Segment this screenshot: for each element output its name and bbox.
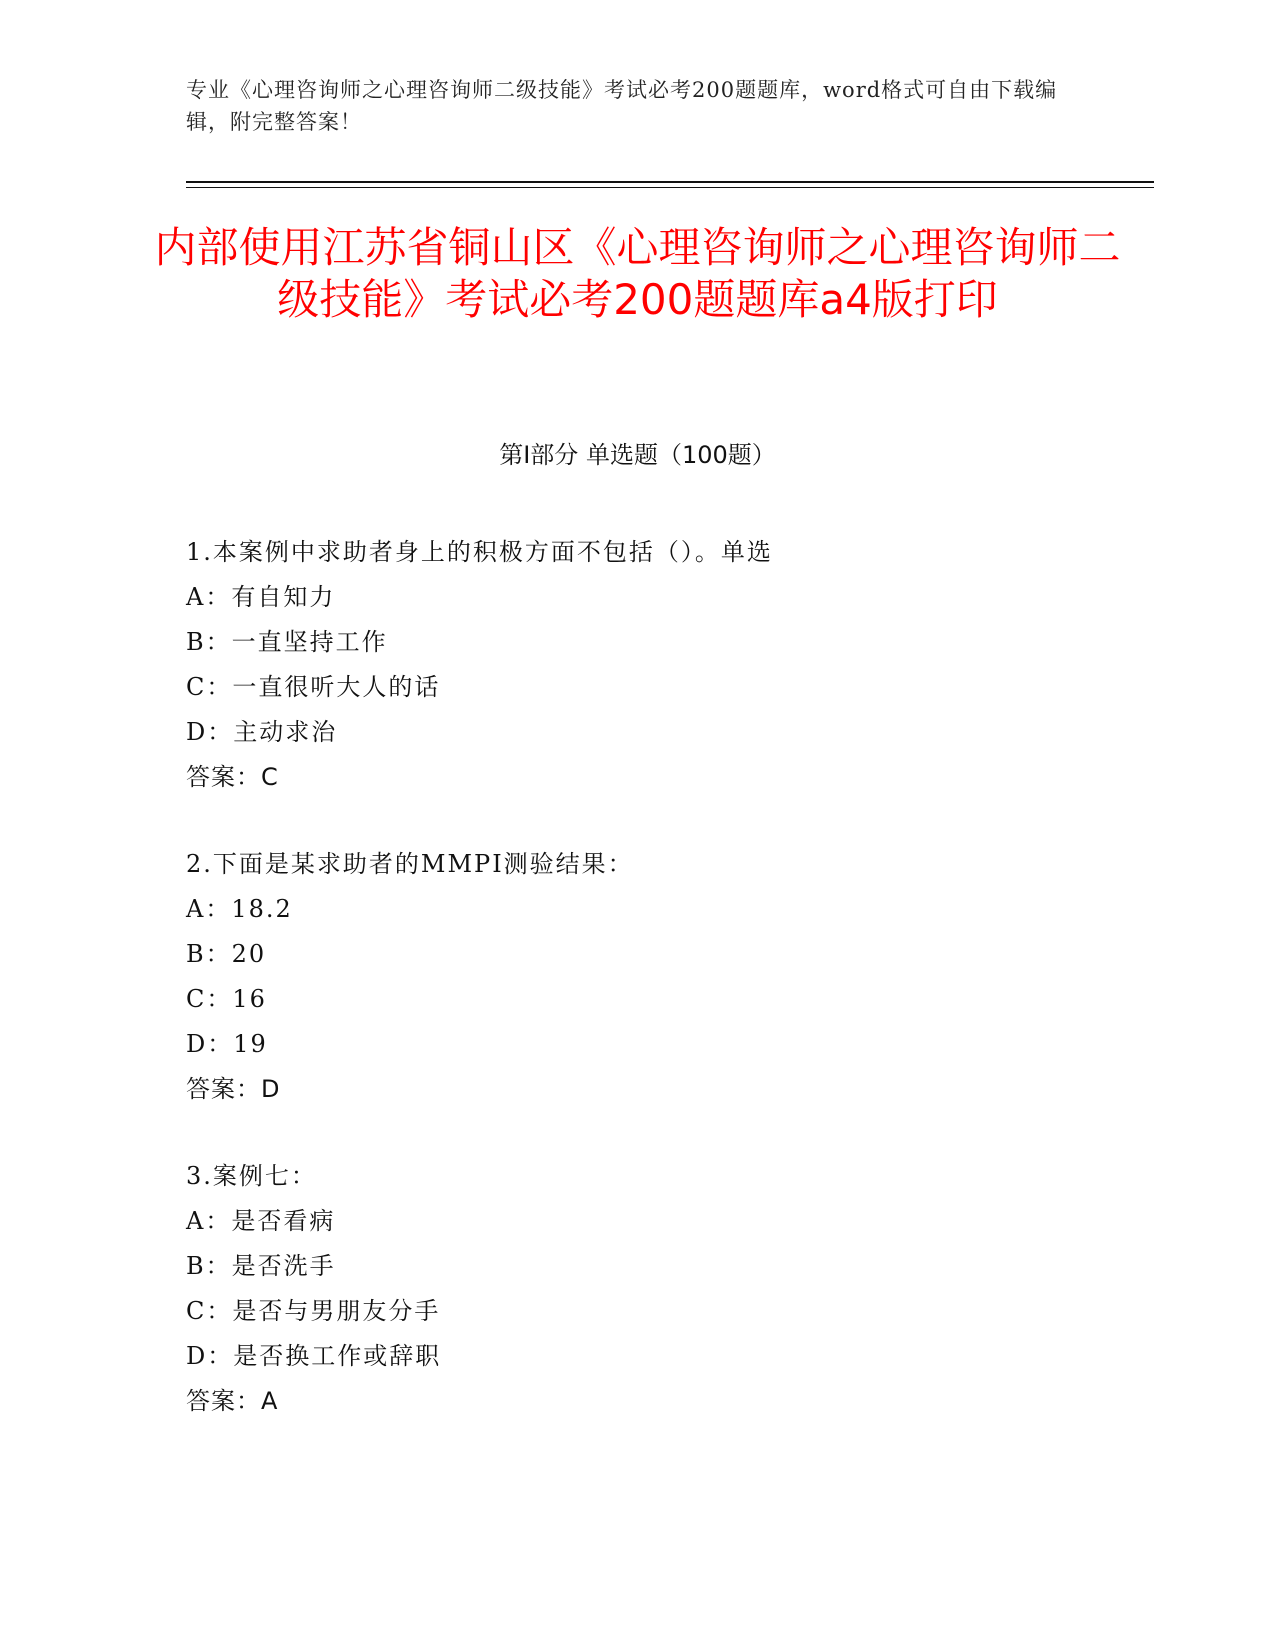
option-d: D：19 [186, 1030, 268, 1058]
answer: 答案：A [186, 1387, 279, 1415]
answer: 答案：D [186, 1075, 281, 1103]
option-d: D：主动求治 [186, 718, 338, 746]
header-divider-thick [186, 181, 1154, 183]
header-note: 专业《心理咨询师之心理咨询师二级技能》考试必考200题题库，word格式可自由下载编辑，附完整答案！ [186, 78, 1058, 134]
question-stem: 3.案例七： [186, 1162, 317, 1190]
header-divider-thin [186, 187, 1154, 188]
option-a: A：18.2 [186, 895, 293, 923]
option-c: C：是否与男朋友分手 [186, 1297, 441, 1325]
option-c: C：16 [186, 985, 267, 1013]
document-title: 内部使用江苏省铜山区《心理咨询师之心理咨询师二级技能》考试必考200题题库a4版打印 [154, 223, 1121, 324]
question-stem: 2.下面是某求助者的MMPI测验结果： [186, 850, 634, 878]
option-d: D：是否换工作或辞职 [186, 1342, 442, 1370]
section-title: 第Ⅰ部分 单选题（100题） [499, 441, 776, 469]
option-b: B：是否洗手 [186, 1252, 336, 1280]
answer: 答案：C [186, 763, 279, 791]
option-a: A：有自知力 [186, 583, 336, 611]
question-3 [186, 1154, 1086, 1424]
question-list [186, 530, 1086, 1466]
option-b: B：20 [186, 940, 267, 968]
question-2 [186, 842, 1086, 1112]
question-1 [186, 530, 1086, 800]
question-stem: 1.本案例中求助者身上的积极方面不包括（）。单选 [186, 538, 773, 566]
option-c: C：一直很听大人的话 [186, 673, 441, 701]
option-a: A：是否看病 [186, 1207, 336, 1235]
option-b: B：一直坚持工作 [186, 628, 388, 656]
